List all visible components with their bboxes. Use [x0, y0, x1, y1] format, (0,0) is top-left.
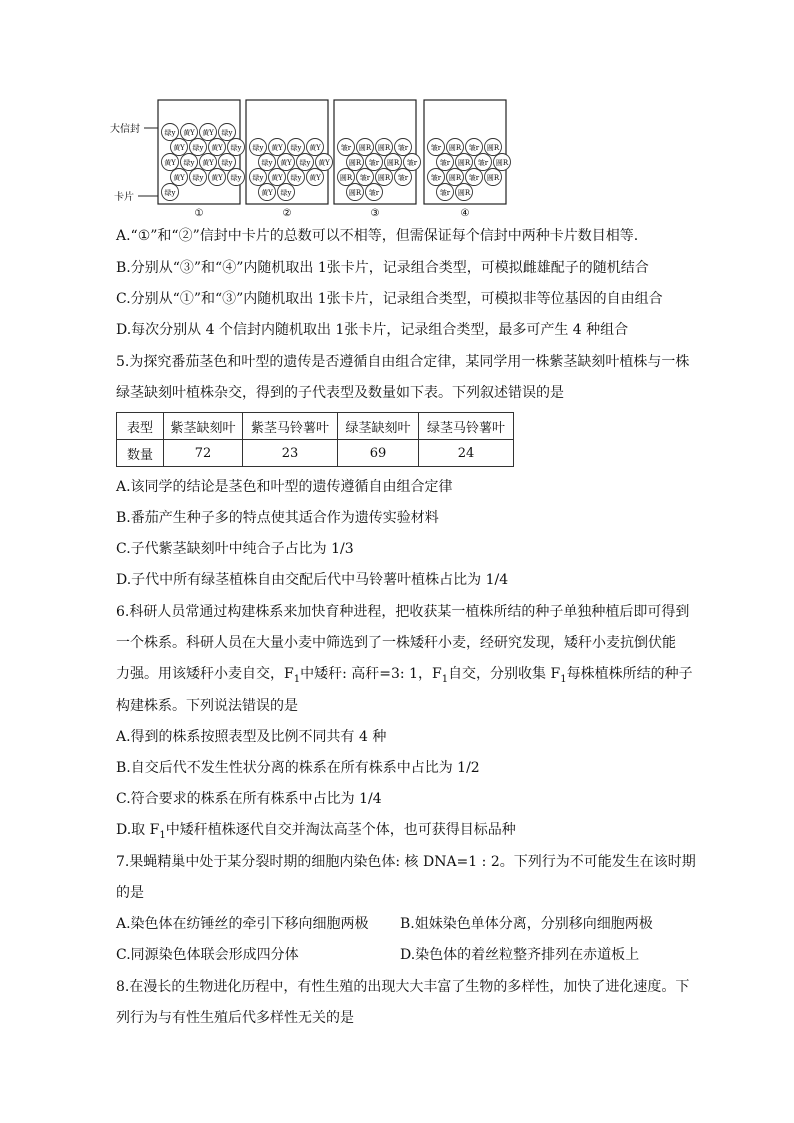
card-label: 绿y — [230, 174, 242, 182]
table-header-row — [117, 413, 514, 440]
card-label: 皱r — [468, 174, 480, 182]
q5-option-a: A.该同学的结论是茎色和叶型的遗传遵循自由组合定律 — [116, 479, 453, 495]
card-label: 圆R — [486, 144, 500, 152]
text-span: D.取 F — [116, 822, 160, 838]
q7-stem-line2: 的是 — [116, 885, 144, 901]
q5-option-b: B.番茄产生种子多的特点使其适合作为遗传实验材料 — [116, 510, 439, 526]
q5-option-c: C.子代紫茎缺刻叶中纯合子占比为 1/3 — [116, 541, 354, 557]
card-label: 绿y — [261, 159, 273, 167]
card-label: 皱r — [397, 144, 409, 152]
envelope-number: ② — [282, 208, 292, 219]
q6-stem-line4: 构建株系。下列说法错误的是 — [116, 698, 298, 714]
card-label: 绿y — [221, 159, 233, 167]
card-label: 黄Y — [271, 174, 283, 182]
card-label: 圆R — [339, 174, 353, 182]
table-cell: 72 — [164, 440, 243, 467]
card-label: 圆R — [495, 159, 509, 167]
card-label: 皱r — [359, 174, 371, 182]
envelope-number: ③ — [370, 208, 380, 219]
envelope-figure — [108, 96, 509, 220]
table-row — [117, 440, 514, 467]
q6-option-c: C.符合要求的株系在所有株系中占比为 1/4 — [116, 791, 382, 807]
card-label: 黄Y — [318, 159, 330, 167]
q4-option-b: B.分别从“③”和“④”内随机取出 1张卡片，记录组合类型，可模拟雌雄配子的随机结合 — [116, 260, 649, 276]
q7-stem-line1: 7.果蝇精巢中处于某分裂时期的细胞内染色体: 核 DNA=1 : 2。下列行为不可能发生在该时期 — [116, 854, 696, 870]
q5-stem-line2: 绿茎缺刻叶植株杂交，得到的子代表型及数量如下表。下列叙述错误的是 — [116, 385, 564, 401]
q7-option-a: A.染色体在纺锤丝的牵引下移向细胞两极 — [116, 916, 369, 932]
card-label: 皱r — [468, 144, 480, 152]
card-label: 黄Y — [309, 174, 321, 182]
card-label: 黄Y — [173, 144, 185, 152]
table-cell: 数量 — [117, 440, 164, 467]
q5-stem-line1: 5.为探究番茄茎色和叶型的遗传是否遵循自由组合定律，某同学用一株紫茎缺刻叶植株与一株 — [116, 354, 690, 370]
card-label: 皱r — [439, 159, 451, 167]
q8-stem-line1: 8.在漫长的生物进化历程中，有性生殖的出现大大丰富了生物的多样性，加快了进化速度。下 — [116, 979, 690, 995]
table-cell: 23 — [243, 440, 338, 467]
card-label: 黄Y — [173, 174, 185, 182]
card-label: 绿y — [252, 144, 264, 152]
card-label: 皱r — [368, 189, 380, 197]
card-label: 圆R — [377, 144, 391, 152]
card-label: 圆R — [348, 159, 362, 167]
envelope-number: ① — [194, 208, 204, 219]
subscript: 1 — [293, 673, 301, 685]
card-label: 黄Y — [164, 159, 176, 167]
card-label: 皱r — [406, 159, 418, 167]
card-label: 皱r — [397, 174, 409, 182]
card-label: 绿y — [164, 129, 176, 137]
q7-option-b: B.姐妹染色单体分离，分别移向细胞两极 — [400, 916, 653, 932]
table-cell: 24 — [419, 440, 514, 467]
table-cell: 绿茎缺刻叶 — [338, 413, 419, 440]
q4-option-c: C.分别从“①”和“③”内随机取出 1张卡片，记录组合类型，可模拟非等位基因的自由组合 — [116, 291, 663, 307]
text-span: 自交，分别收集 F — [448, 666, 561, 682]
q6-option-b: B.自交后代不发生性状分离的株系在所有株系中占比为 1/2 — [116, 760, 480, 776]
subscript: 1 — [560, 673, 567, 685]
q5-option-d: D.子代中所有绿茎植株自由交配后代中马铃薯叶植株占比为 1/4 — [116, 572, 509, 588]
table-cell: 绿茎马铃薯叶 — [419, 413, 514, 440]
card-label: 卡片 — [114, 192, 134, 203]
text-span: 中矮秆植株逐代自交并淘汰高茎个体，也可获得目标品种 — [165, 822, 516, 838]
card-label: 绿y — [221, 129, 233, 137]
card-label: 皱r — [430, 174, 442, 182]
table-cell: 69 — [338, 440, 419, 467]
card-label: 黄Y — [183, 129, 195, 137]
card-label: 黄Y — [202, 129, 214, 137]
card-label: 皱r — [477, 159, 489, 167]
card-label: 绿y — [290, 144, 302, 152]
text-span: 每株植株所结的种子 — [566, 666, 693, 682]
card-label: 黄Y — [271, 144, 283, 152]
q6-option-d — [116, 820, 516, 846]
table-cell: 紫茎缺刻叶 — [164, 413, 243, 440]
q6-stem-line2: 一个株系。科研人员在大量小麦中筛选到了一株矮秆小麦，经研究发现，矮秆小麦抗倒伏能 — [116, 635, 676, 651]
q6-stem-line1: 6.科研人员常通过构建株系来加快育种进程，把收获某一植株所结的种子单独种植后即可得到 — [116, 604, 690, 620]
card-label: 圆R — [377, 174, 391, 182]
card-label: 皱r — [368, 159, 380, 167]
phenotype-table — [116, 412, 514, 467]
card-label: 绿y — [280, 189, 292, 197]
card-label: 绿y — [299, 159, 311, 167]
card-label: 绿y — [252, 174, 264, 182]
envelope-number: ④ — [460, 208, 470, 219]
subscript: 1 — [441, 673, 449, 685]
text-span: 力强。用该矮秆小麦自交，F — [116, 666, 294, 682]
card-label: 圆R — [348, 189, 362, 197]
q7-option-c: C.同源染色体联会形成四分体 — [116, 947, 299, 963]
text-span: 中矮秆: 高秆=3: 1，F — [300, 666, 442, 682]
card-label: 绿y — [183, 159, 195, 167]
q6-option-a: A.得到的株系按照表型及比例不同共有 4 种 — [116, 729, 387, 745]
card-label: 圆R — [457, 159, 471, 167]
table-cell: 表型 — [117, 413, 164, 440]
card-label: 绿y — [290, 174, 302, 182]
card-label: 圆R — [486, 174, 500, 182]
card-label: 黄Y — [211, 144, 223, 152]
card-label: 黄Y — [309, 144, 321, 152]
envelope-label: 大信封 — [110, 124, 140, 135]
subscript: 1 — [159, 829, 166, 841]
card-label: 皱r — [430, 144, 442, 152]
q4-option-d: D.每次分别从 4 个信封内随机取出 1张卡片，记录组合类型，最多可产生 4 种组合 — [116, 322, 629, 338]
card-label: 绿y — [230, 144, 242, 152]
q6-stem-line3 — [116, 664, 693, 690]
card-label: 圆R — [386, 159, 400, 167]
q4-option-a: A.“①”和“②”信封中卡片的总数可以不相等，但需保证每个信封中两种卡片数目相等. — [116, 228, 639, 244]
card-label: 圆R — [448, 144, 462, 152]
card-label: 黄Y — [280, 159, 292, 167]
card-label: 圆R — [448, 174, 462, 182]
card-label: 绿y — [192, 144, 204, 152]
card-label: 圆R — [457, 189, 471, 197]
card-label: 黄Y — [202, 159, 214, 167]
q7-option-d: D.染色体的着丝粒整齐排列在赤道板上 — [400, 947, 640, 963]
card-label: 圆R — [358, 144, 372, 152]
card-label: 皱r — [439, 189, 451, 197]
card-label: 黄Y — [211, 174, 223, 182]
card-label: 绿y — [164, 189, 176, 197]
card-label: 皱r — [340, 144, 352, 152]
card-label: 绿y — [192, 174, 204, 182]
q8-stem-line2: 列行为与有性生殖后代多样性无关的是 — [116, 1010, 354, 1026]
card-label: 黄Y — [261, 189, 273, 197]
envelope-diagram — [108, 96, 509, 220]
table-cell: 紫茎马铃薯叶 — [243, 413, 338, 440]
